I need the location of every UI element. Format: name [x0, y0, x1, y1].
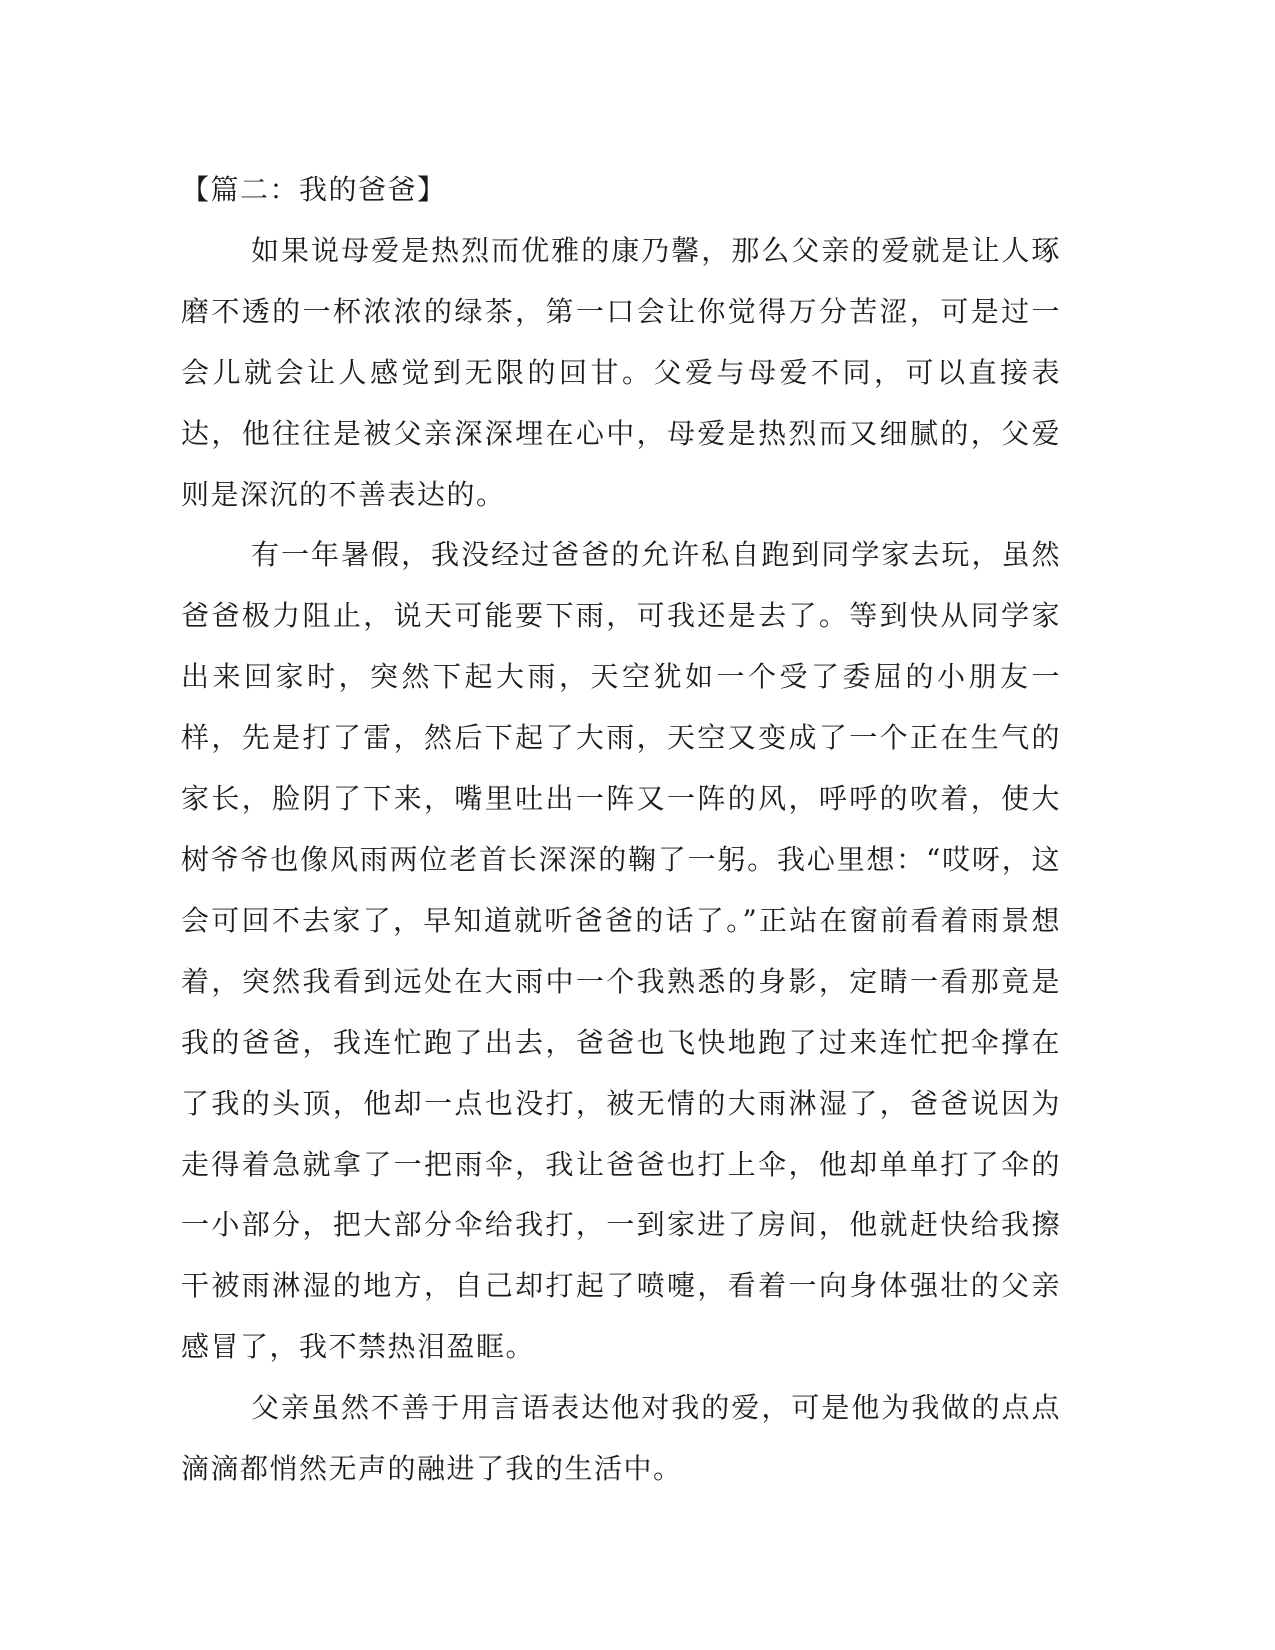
document-body	[181, 160, 1061, 1500]
paragraph-3: 父亲虽然不善于用言语表达他对我的爱，可是他为我做的点点滴滴都悄然无声的融进了我的生活中。	[181, 1391, 1061, 1486]
section-heading: 【篇二：我的爸爸】	[181, 173, 447, 206]
paragraph-2: 有一年暑假，我没经过爸爸的允许私自跑到同学家去玩，虽然爸爸极力阻止，说天可能要下雨，可我还是去了。等到快从同学家出来回家时，突然下起大雨，天空犹如一个受了委屈的小朋友一样，先是打了雷，然后下起了大雨，天空又变成了一个正在生气的家长，脸阴了下来，嘴里吐出一阵又一阵的风，呼呼的吹着，使大树爷爷也像风雨两位老首长深深的鞠了一躬。我心里想：“哎呀，这会可回不去家了，早知道就听爸爸的话了。”正站在窗前看着雨景想着，突然我看到远处在大雨中一个我熟悉的身影，定睛一看那竟是我的爸爸，我连忙跑了出去，爸爸也飞快地跑了过来连忙把伞撑在了我的头顶，他却一点也没打，被无情的大雨淋湿了，爸爸说因为走得着急就拿了一把雨伞，我让爸爸也打上伞，他却单单打了伞的一小部分，把大部分伞给我打，一到家进了房间，他就赶快给我擦干被雨淋湿的地方，自己却打起了喷嚏，看着一向身体强壮的父亲感冒了，我不禁热泪盈眶。	[181, 538, 1061, 1364]
paragraph-1: 如果说母爱是热烈而优雅的康乃馨，那么父亲的爱就是让人琢磨不透的一杯浓浓的绿茶，第一口会让你觉得万分苦涩，可是过一会儿就会让人感觉到无限的回甘。父爱与母爱不同，可以直接表达，他往往是被父亲深深埋在心中，母爱是热烈而又细腻的，父爱则是深沉的不善表达的。	[181, 233, 1061, 511]
